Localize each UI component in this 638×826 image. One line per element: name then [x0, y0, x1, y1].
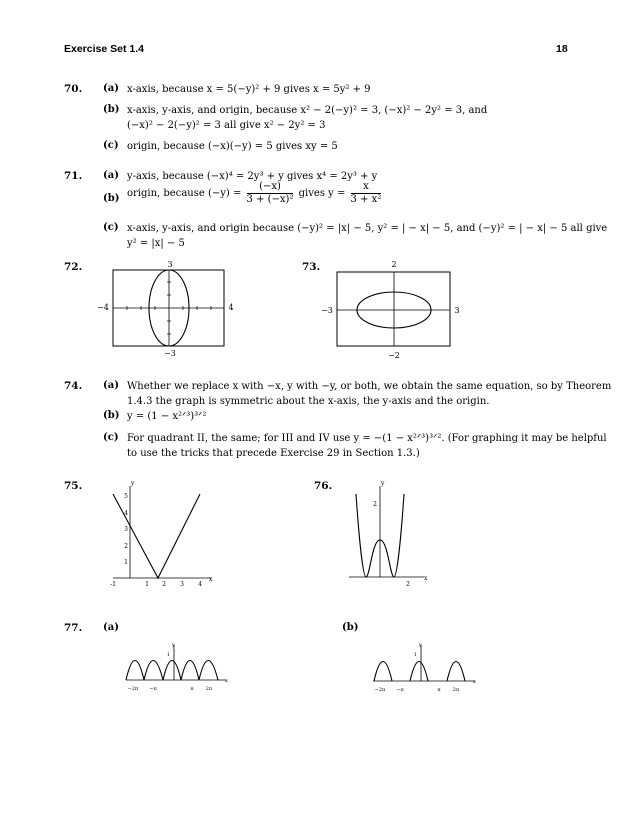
- problem-number-74: 74.: [64, 380, 83, 392]
- tick-label: -1: [110, 581, 116, 588]
- tick-label: 3: [167, 260, 173, 269]
- x-axis-label: x: [225, 678, 228, 684]
- answer-text: 1.4.3 the graph is symmetric about the x-axis, the y-axis and the origin.: [127, 396, 490, 407]
- sine-arches: [126, 661, 218, 681]
- plot-frame: [337, 272, 450, 346]
- answer-text: y-axis, because (−x)⁴ = 2y³ + y gives x⁴ = 2y³ + y: [127, 171, 378, 182]
- answer-text: origin, because (−x)(−y) = 5 gives xy = 5: [127, 141, 338, 152]
- tick-label: −4: [97, 303, 109, 312]
- fraction-denominator: 3 + (−x)²: [246, 194, 294, 205]
- answer-text: Whether we replace x with −x, y with −y, or both, we obtain the same equation, so by Theorem: [127, 381, 612, 392]
- tick-label: 2: [162, 581, 166, 588]
- graph-72: [93, 258, 253, 358]
- graph-76: [344, 478, 444, 588]
- part-label: (c): [103, 222, 119, 233]
- problem-number-70: 70.: [64, 83, 83, 95]
- answer-text: For quadrant II, the same; for III and IV use y = −(1 − x²ᐟ³)³ᐟ². (For graphing it may be helpful: [127, 433, 607, 444]
- y-axis-label: y: [419, 642, 422, 648]
- tick-label: 3: [180, 581, 184, 588]
- tick-label: 1: [124, 559, 128, 566]
- problem-number-76: 76.: [314, 480, 333, 492]
- problem-number-77: 77.: [64, 622, 83, 634]
- tick-label: 4: [228, 303, 234, 312]
- tick-label: 3: [454, 306, 460, 315]
- tick-label: −2π: [374, 687, 386, 693]
- tick-label: 3: [124, 526, 128, 533]
- answer-text: y = (1 − x²ᐟ³)³ᐟ²: [127, 411, 207, 422]
- tick-label: 4: [198, 581, 202, 588]
- tick-label: 2: [391, 260, 397, 269]
- part-label: (b): [342, 622, 359, 633]
- part-label: (a): [103, 380, 119, 391]
- header-title: Exercise Set 1.4: [64, 43, 144, 55]
- part-label: (a): [103, 622, 119, 633]
- fraction-numerator: x: [351, 181, 382, 194]
- fraction: [351, 181, 382, 206]
- graph-73: [318, 258, 468, 358]
- part-label: (a): [103, 83, 119, 94]
- answer-text-pre: origin, because (−y) =: [127, 188, 242, 199]
- answer-text: x-axis, y-axis, and origin, because x² − 2(−y)² = 3, (−x)² − 2y² = 3, and: [127, 105, 488, 116]
- x-axis-label: x: [473, 679, 476, 685]
- page-number: 18: [556, 43, 568, 55]
- graph-77b: [370, 640, 480, 695]
- tick-label: 2: [406, 581, 410, 588]
- tick-label: −3: [164, 349, 176, 358]
- problem-number-75: 75.: [64, 480, 83, 492]
- answer-text: (−x)² − 2(−y)² = 3 all give x² − 2y² = 3: [127, 120, 326, 131]
- y-tick-labels: [124, 493, 128, 566]
- tick-label: −3: [321, 306, 333, 315]
- x-tick-labels: [128, 686, 213, 692]
- problem-number-71: 71.: [64, 170, 83, 182]
- y-axis-label: y: [131, 480, 135, 487]
- fraction-numerator: (−x): [247, 181, 294, 194]
- answer-text: x-axis, because x = 5(−y)² + 9 gives x = 5y² + 9: [127, 84, 371, 95]
- part-label: (b): [103, 193, 120, 204]
- fraction-denominator: 3 + x²: [350, 194, 382, 205]
- part-label: (b): [103, 410, 120, 421]
- part-label: (b): [103, 104, 120, 115]
- answer-text-mid: gives y =: [298, 188, 346, 199]
- tick-label: 1: [166, 652, 170, 658]
- y-axis-label: y: [381, 480, 385, 487]
- x-axis-label: x: [209, 576, 213, 583]
- tick-label: −π: [396, 687, 404, 693]
- tick-label: π: [437, 687, 441, 693]
- tick-label: π: [190, 686, 194, 692]
- answer-text: to use the tricks that precede Exercise 29 in Section 1.3.): [127, 448, 420, 459]
- tick-label: 1: [413, 652, 417, 658]
- problem-number-73: 73.: [302, 261, 321, 273]
- x-tick-labels: [110, 581, 202, 588]
- tick-label: 2π: [452, 687, 460, 693]
- fraction: [247, 181, 294, 206]
- answer-text: x-axis, y-axis, and origin because (−y)² = |x| − 5, y² = | − x| − 5, and (−y)² = | − x| − 5 all give: [127, 223, 608, 234]
- tick-label: 1: [145, 581, 149, 588]
- tick-label: −2: [388, 351, 400, 360]
- tick-label: 2: [124, 543, 128, 550]
- tick-label: 4: [124, 510, 128, 517]
- y-axis-label: y: [172, 642, 175, 648]
- part-label: (c): [103, 140, 119, 151]
- graph-77a: [123, 640, 233, 695]
- tick-label: 5: [124, 493, 128, 500]
- answer-text: [127, 181, 383, 206]
- problem-number-72: 72.: [64, 261, 83, 273]
- part-label: (a): [103, 170, 119, 181]
- x-axis-label: x: [424, 575, 428, 582]
- tick-label: 2: [373, 501, 377, 508]
- graph-75: [103, 478, 233, 593]
- tick-label: −2π: [127, 686, 139, 692]
- tick-label: 2π: [205, 686, 213, 692]
- sine-arches: [374, 662, 465, 682]
- answer-text: y² = |x| − 5: [127, 238, 185, 249]
- x-tick-labels: [375, 687, 460, 693]
- tick-label: −π: [149, 686, 157, 692]
- part-label: (c): [103, 432, 119, 443]
